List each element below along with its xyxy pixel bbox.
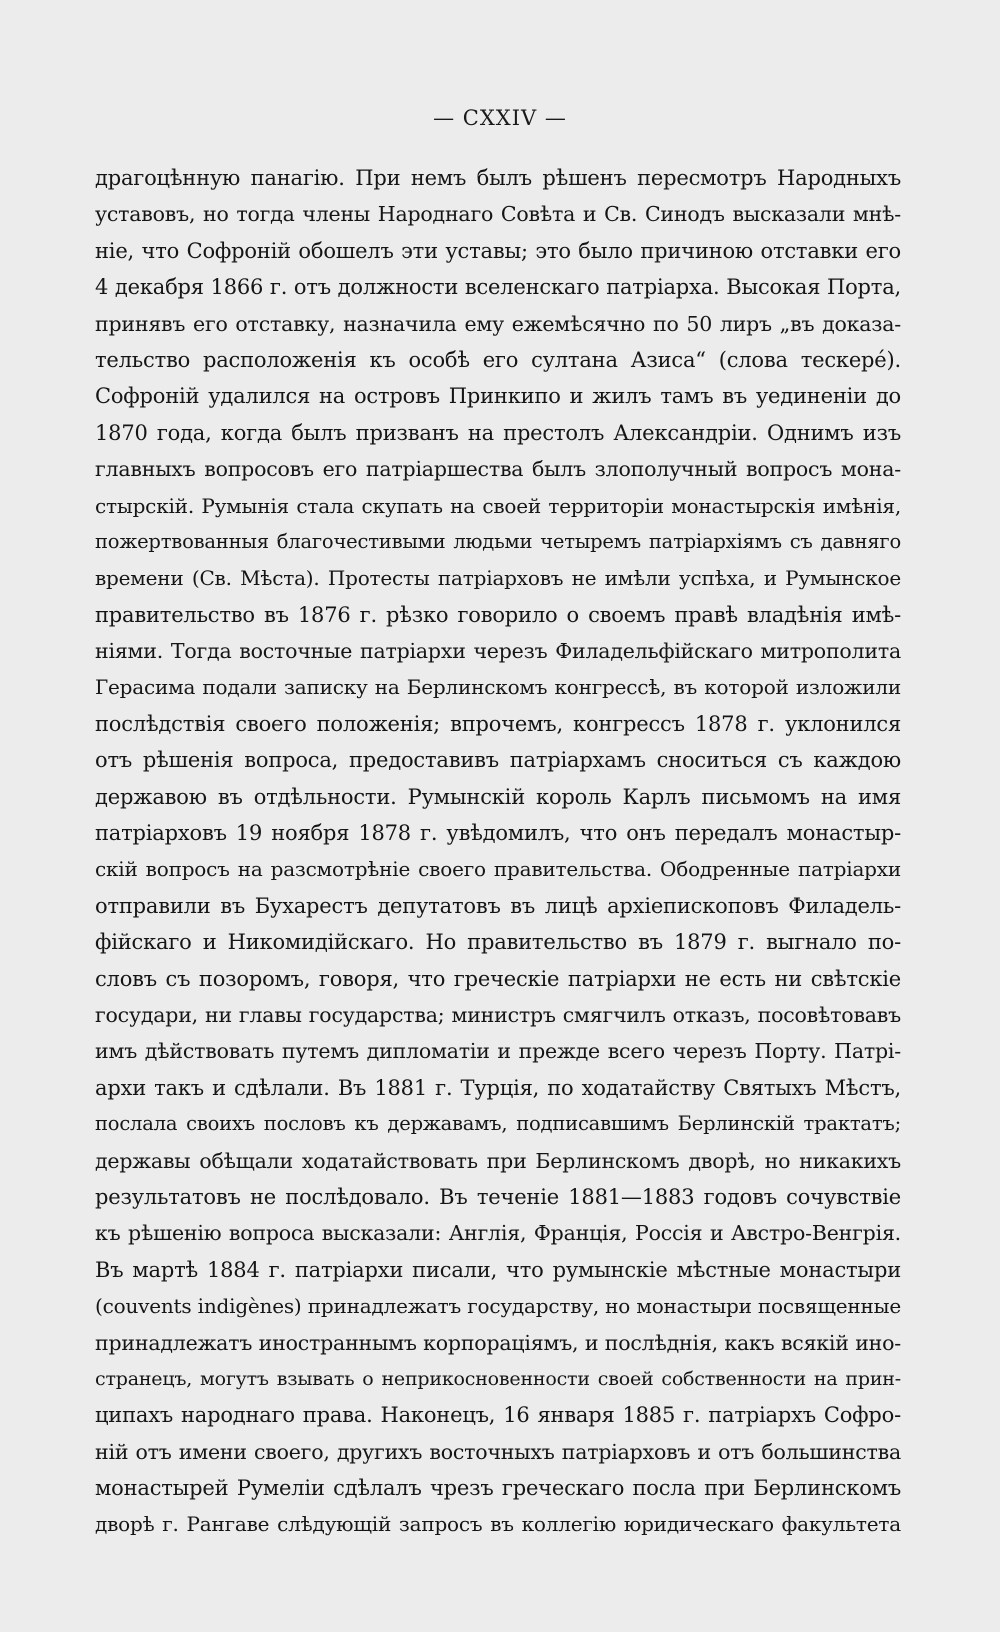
text-line: патріарховъ 19 ноября 1878 г. увѣдомилъ, что онъ передалъ монастыр- [95,821,901,846]
text-line: Софроній удалился на островъ Принкипо и жилъ тамъ въ уединеніи до [95,384,901,409]
text-line: принявъ его отставку, назначила ему ежемѣсячно по 50 лиръ „въ доказа- [95,311,901,336]
text-line: ніе, что Софроній обошелъ эти уставы; это было причиною отставки его [95,238,901,263]
text-line: времени (Св. Мѣста). Протесты патріарховъ не имѣли успѣха, и Румынское [95,566,901,591]
text-line: пожертвованныя благочестивыми людьми четыремъ патріархіямъ съ давняго [95,529,901,553]
text-line: Въ мартѣ 1884 г. патріархи писали, что румынскіе мѣстные монастыри [95,1257,901,1282]
text-line: государи, ни главы государства; министръ смягчилъ отказъ, посовѣтовавъ [95,1002,901,1027]
text-line: скій вопросъ на разсмотрѣніе своего правительства. Ободренные патріархи [95,857,901,882]
text-line: странецъ, могутъ взывать о неприкосновенности своей собственности на прин- [95,1367,901,1390]
text-line: ципахъ народнаго права. Наконецъ, 16 января 1885 г. патріархъ Софро- [95,1403,901,1428]
text-line: Герасима подали записку на Берлинскомъ конгрессѣ, въ которой изложили [95,675,901,700]
text-line: словъ съ позоромъ, говоря, что греческіе патріархи не есть ни свѣтскіе [95,966,901,991]
text-line: 4 декабря 1866 г. отъ должности вселенскаго патріарха. Высокая Порта, [95,275,901,300]
text-line: ніями. Тогда восточные патріархи черезъ Филадельфійскаго митрополита [95,639,901,664]
text-line: (couvents indigènes) принадлежатъ государству, но монастыри посвященные [95,1294,901,1319]
body-text [95,160,901,1543]
text-line: драгоцѣнную панагію. При немъ былъ рѣшенъ пересмотръ Народныхъ [95,166,901,190]
text-line: отправили въ Бухарестъ депутатовъ въ лицѣ архіепископовъ Филадель- [95,893,901,918]
text-line: державою въ отдѣльности. Румынскій король Карлъ письмомъ на имя [95,784,901,809]
text-line: ній отъ имени своего, другихъ восточныхъ патріарховъ и отъ большинства [95,1439,901,1464]
text-line: имъ дѣйствовать путемъ дипломатіи и прежде всего черезъ Порту. Патрі- [95,1039,901,1064]
text-line: державы обѣщали ходатайствовать при Берлинскомъ дворѣ, но никакихъ [95,1148,901,1173]
text-line: монастырей Румеліи сдѣлалъ чрезъ греческаго посла при Берлинскомъ [95,1476,901,1501]
text-line: послала своихъ пословъ къ державамъ, подписавшимъ Берлинскій трактатъ; [95,1112,901,1136]
page-number-header: — CXXIV — [433,106,567,130]
text-line: послѣдствія своего положенія; впрочемъ, конгрессъ 1878 г. уклонился [95,711,901,736]
text-line: отъ рѣшенія вопроса, предоставивъ патріархамъ сноситься съ каждою [95,748,901,773]
text-line: правительство въ 1876 г. рѣзко говорило о своемъ правѣ владѣнія имѣ- [95,602,901,627]
text-line: дворѣ г. Рангаве слѣдующій запросъ въ коллегію юридическаго факультета [95,1512,901,1537]
text-line: архи такъ и сдѣлали. Въ 1881 г. Турція, по ходатайству Святыхъ Мѣстъ, [95,1075,901,1100]
text-line: къ рѣшенію вопроса высказали: Англія, Франція, Россія и Австро-Венгрія. [95,1221,901,1246]
text-line: стырскій. Румынія стала скупать на своей территоріи монастырскія имѣнія, [95,493,901,518]
text-line: принадлежатъ иностраннымъ корпораціямъ, и послѣднія, какъ всякій ино- [95,1330,901,1355]
text-line: фійскаго и Никомидійскаго. Но правительство въ 1879 г. выгнало по- [95,930,901,955]
text-line: тельство расположенія къ особѣ его султана Азиса“ (слова тескере́). [95,347,901,372]
text-line: результатовъ не послѣдовало. Въ теченіе 1881—1883 годовъ сочувствіе [95,1184,901,1209]
text-line: главныхъ вопросовъ его патріаршества былъ злополучный вопросъ мона- [95,457,901,482]
text-line: 1870 года, когда былъ призванъ на престолъ Александріи. Однимъ изъ [95,420,901,445]
text-line: уставовъ, но тогда члены Народнаго Совѣта и Св. Синодъ высказали мнѣ- [95,202,901,227]
